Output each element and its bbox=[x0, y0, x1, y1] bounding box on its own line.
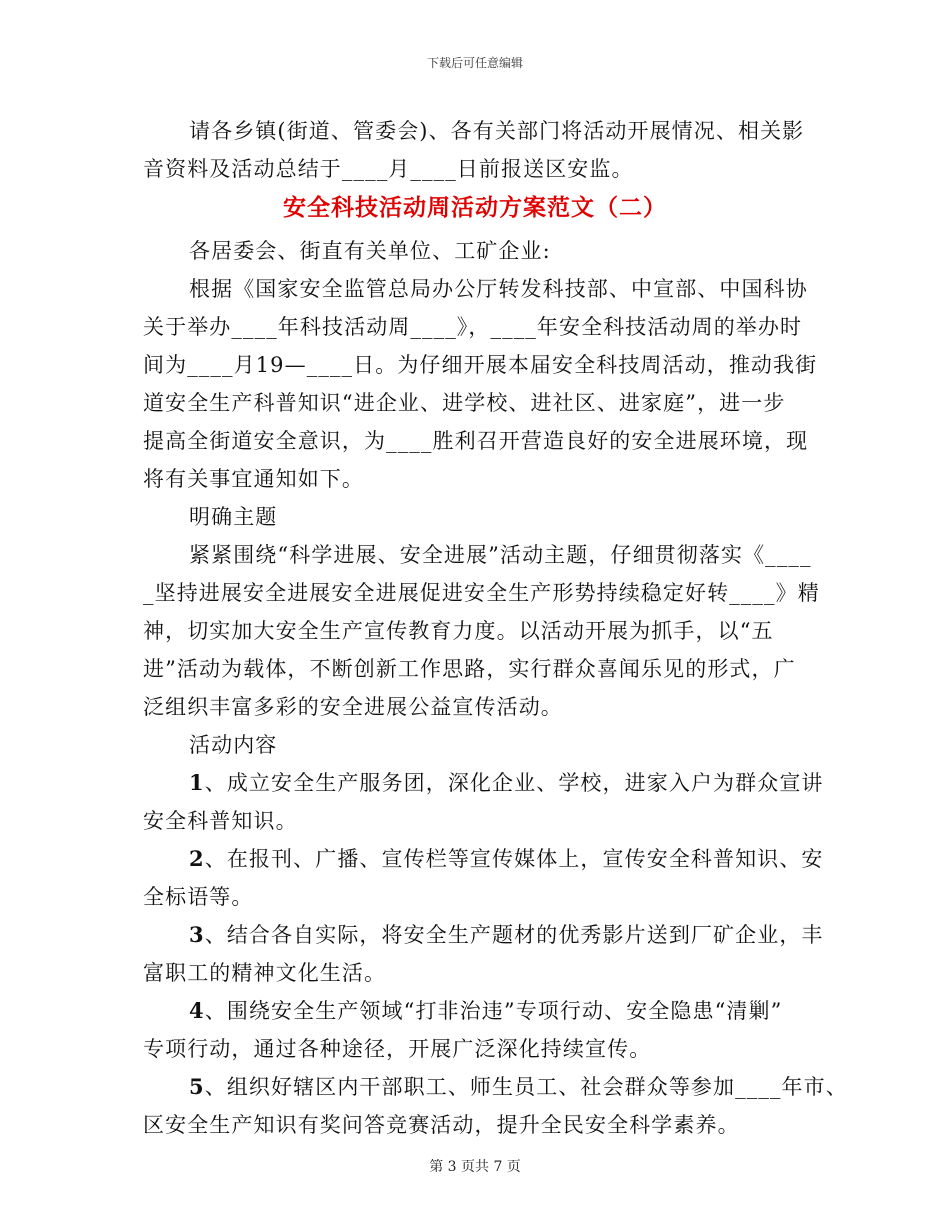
page-header: 下载后可任意编辑 bbox=[426, 56, 523, 70]
paragraph-line: 泛组织丰富多彩的安全进展公益宣传活动。 bbox=[143, 695, 563, 719]
paragraph-line: 将有关事宜通知如下。 bbox=[143, 467, 364, 491]
list-item bbox=[143, 992, 807, 1030]
subheading-content: 活动内容 bbox=[189, 733, 278, 757]
list-item bbox=[143, 840, 824, 878]
item-number: 4 bbox=[189, 998, 205, 1023]
paragraph-line: 进”活动为载体，不断创新工作思路，实行群众喜闻乐见的形式，广 bbox=[143, 657, 796, 681]
paragraph-line: 音资料及活动总结于____月____日前报送区安监。 bbox=[143, 157, 634, 181]
paragraph-line: 神，切实加大安全生产宣传教育力度。以活动开展为抓手，以“五 bbox=[143, 619, 774, 643]
item-text: 、组织好辖区内干部职工、师生员工、社会群众等参加____年市、 bbox=[204, 1075, 848, 1099]
paragraph-line: 关于举办____年科技活动周____》，____年安全科技活动周的举办时 bbox=[143, 315, 803, 339]
salutation-line: 各居委会、街直有关单位、工矿企业: bbox=[189, 239, 551, 263]
list-item-continuation: 全标语等。 bbox=[143, 885, 254, 909]
subheading-theme: 明确主题 bbox=[189, 505, 278, 529]
item-number: 1 bbox=[189, 770, 205, 795]
paragraph-line: 间为____月19—____日。为仔细开展本届安全科技周活动，推动我街 bbox=[143, 353, 818, 377]
list-item-continuation: 区安全生产知识有奖问答竞赛活动，提升全民安全科学素养。 bbox=[143, 1113, 740, 1137]
page-footer: 第 3 页共 7 页 bbox=[429, 1159, 521, 1175]
item-number: 5 bbox=[189, 1074, 205, 1099]
item-number: 3 bbox=[189, 922, 205, 947]
list-item bbox=[143, 1068, 848, 1106]
item-text: 、围绕安全生产领域“打非治违”专项行动、安全隐患“清剿” bbox=[204, 999, 783, 1023]
list-item bbox=[143, 764, 824, 802]
section-title: 安全科技活动周活动方案范文（二） bbox=[283, 194, 667, 221]
paragraph-line: 提高全街道安全意识，为____胜利召开营造良好的安全进展环境，现 bbox=[143, 429, 809, 453]
item-text: 、在报刊、广播、宣传栏等宣传媒体上，宣传安全科普知识、安 bbox=[204, 847, 824, 871]
paragraph-line: 请各乡镇(街道、管委会)、各有关部门将活动开展情况、相关影 bbox=[189, 119, 805, 143]
list-item bbox=[143, 916, 824, 954]
list-item-continuation: 安全科普知识。 bbox=[143, 809, 298, 833]
list-item-continuation: 富职工的精神文化生活。 bbox=[143, 961, 387, 985]
paragraph-line: 紧紧围绕“科学进展、安全进展”活动主题，仔细贯彻落实《____ bbox=[189, 543, 812, 567]
item-number: 2 bbox=[189, 846, 205, 871]
item-text: 、结合各自实际，将安全生产题材的优秀影片送到厂矿企业，丰 bbox=[204, 923, 824, 947]
item-text: 、成立安全生产服务团，深化企业、学校，进家入户为群众宣讲 bbox=[204, 771, 824, 795]
list-item-continuation: 专项行动，通过各种途径，开展广泛深化持续宣传。 bbox=[143, 1037, 652, 1061]
paragraph-line: 根据《国家安全监管总局办公厅转发科技部、中宣部、中国科协 bbox=[189, 277, 808, 301]
paragraph-line: 道安全生产科普知识“进企业、进学校、进社区、进家庭”，进一步 bbox=[143, 391, 786, 415]
paragraph-line: _坚持进展安全进展安全进展促进安全生产形势持续稳定好转____》精 bbox=[143, 581, 820, 605]
document-body bbox=[143, 112, 848, 1144]
